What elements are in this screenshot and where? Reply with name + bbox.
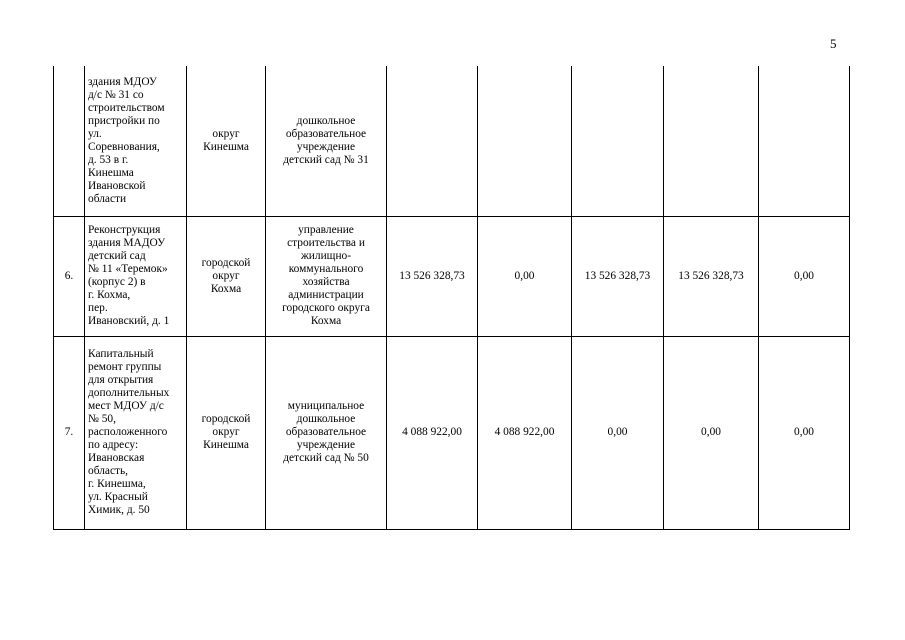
object-name: Реконструкция здания МАДОУ детский сад № 11 «Теремок» (корпус 2) в г. Кохма, пер. Ивановский, д. 1 xyxy=(85,216,187,336)
amount-col7: 13 526 328,73 xyxy=(572,216,664,336)
table-row xyxy=(54,216,850,336)
table-row xyxy=(54,336,850,529)
page-number: 5 xyxy=(830,36,837,51)
object-name: Капитальный ремонт группы для открытия дополнительных мест МДОУ д/с № 50, расположенного по адресу: Ивановская область, г. Кинешма, ул. Красный Химик, д. 50 xyxy=(85,336,187,529)
amount-col7 xyxy=(572,66,664,216)
object-name: здания МДОУ д/с № 31 со строительством пристройки по ул. Соревнования, д. 53 в г. Кинешма Ивановской области xyxy=(85,66,187,216)
funding-table xyxy=(53,66,850,530)
amount-col8: 13 526 328,73 xyxy=(664,216,759,336)
amount-col7: 0,00 xyxy=(572,336,664,529)
amount-col6 xyxy=(478,66,572,216)
row-number xyxy=(54,66,85,216)
customer: дошкольное образовательное учреждение детский сад № 31 xyxy=(266,66,387,216)
amount-col9 xyxy=(759,66,850,216)
amount-col8 xyxy=(664,66,759,216)
amount-total xyxy=(387,66,478,216)
amount-total: 4 088 922,00 xyxy=(387,336,478,529)
municipality: округ Кинешма xyxy=(187,66,266,216)
amount-col8: 0,00 xyxy=(664,336,759,529)
municipality: городской округ Кохма xyxy=(187,216,266,336)
amount-col9: 0,00 xyxy=(759,216,850,336)
row-number: 7. xyxy=(54,336,85,529)
customer: муниципальное дошкольное образовательное учреждение детский сад № 50 xyxy=(266,336,387,529)
amount-col6: 4 088 922,00 xyxy=(478,336,572,529)
table-row xyxy=(54,66,850,216)
customer: управление строительства и жилищно- коммунального хозяйства администрации городского округа Кохма xyxy=(266,216,387,336)
amount-col6: 0,00 xyxy=(478,216,572,336)
row-number: 6. xyxy=(54,216,85,336)
amount-total: 13 526 328,73 xyxy=(387,216,478,336)
amount-col9: 0,00 xyxy=(759,336,850,529)
municipality: городской округ Кинешма xyxy=(187,336,266,529)
